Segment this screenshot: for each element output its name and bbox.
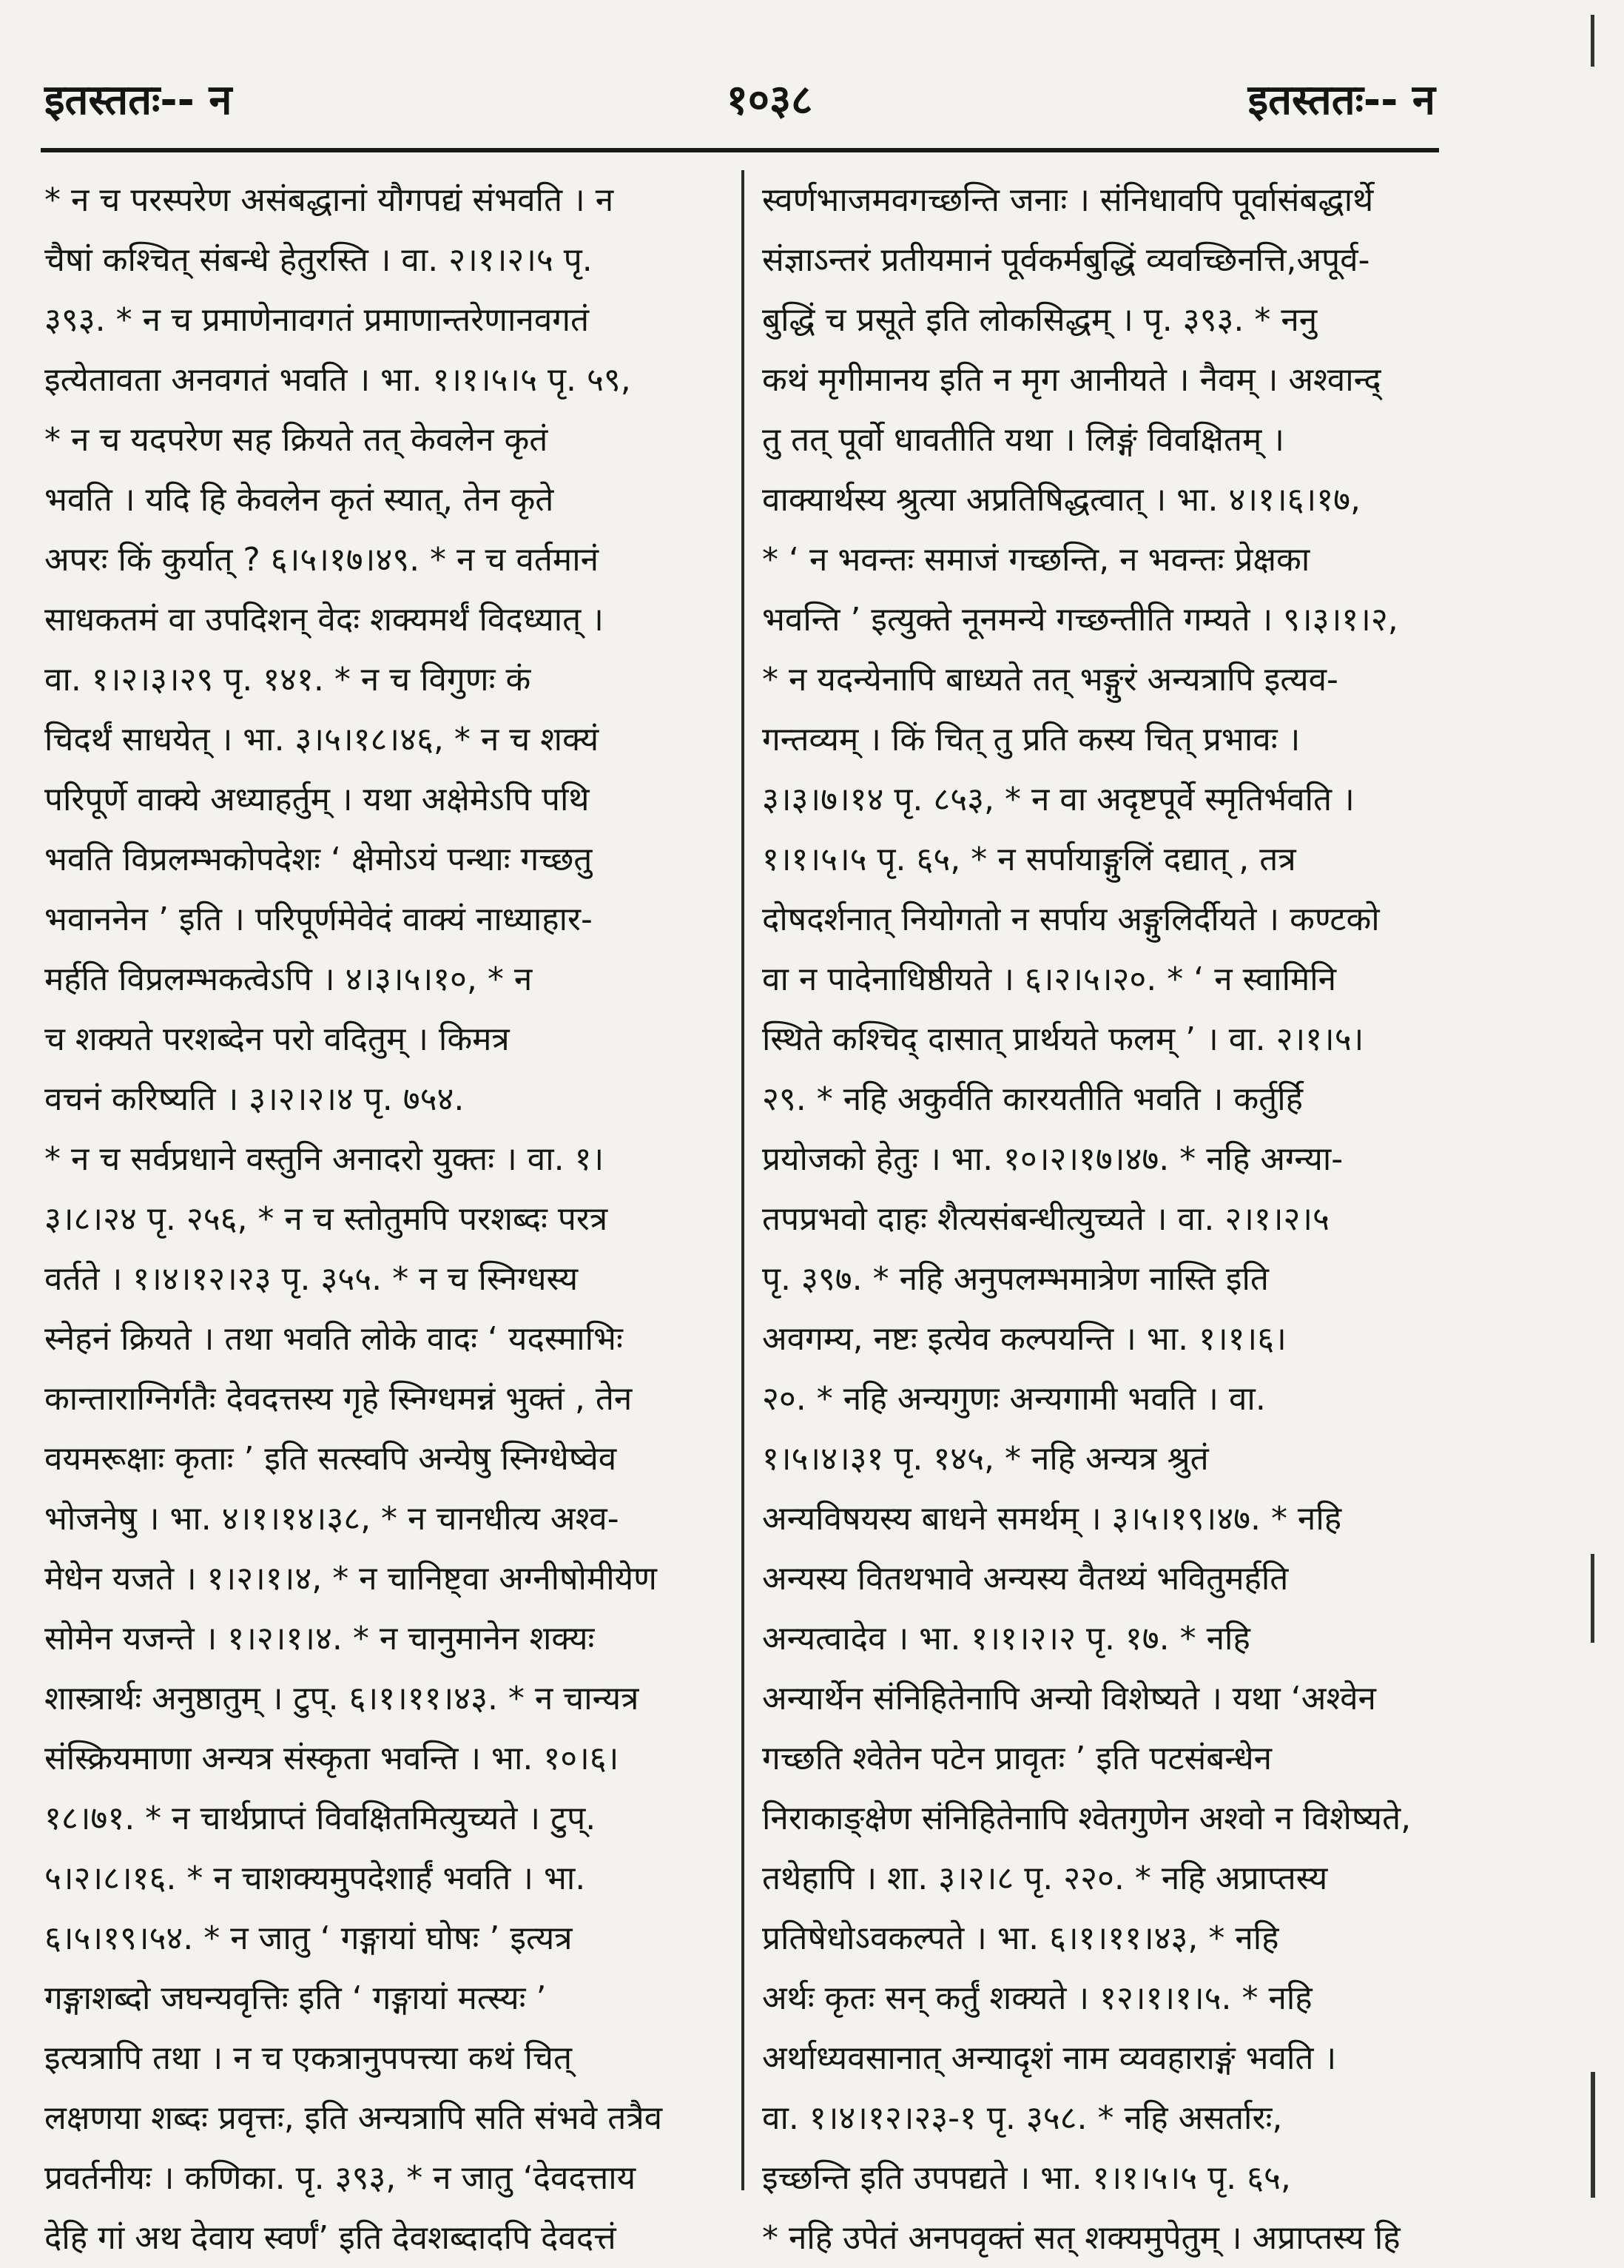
text-line: शास्त्रार्थः अनुष्ठातुम् । टुप्. ६।१।११।४३. * न चान्यत्र xyxy=(44,1680,639,1717)
text-line: कान्ताराग्निर्गतैः देवदत्तस्य गृहे स्निग्धमन्नं भुक्तं , तेन xyxy=(44,1380,633,1418)
text-line: गच्छति श्वेतेन पटेन प्रावृतः ’ इति पटसंबन्धेन xyxy=(762,1740,1273,1777)
text-line: अन्यत्वादेव । भा. १।१।२।२ पृ. १७. * नहि xyxy=(762,1620,1250,1658)
text-line: ३।८।२४ पृ. २५६, * न च स्तोतुमपि परशब्दः परत्र xyxy=(44,1200,608,1238)
right-column xyxy=(762,170,1443,2268)
text-line: निराकाङ्क्षेण संनिहितेनापि श्वेतगुणेन अश्वो न विशेष्यते, xyxy=(762,1800,1412,1837)
text-line: इच्छन्ति इति उपपद्यते । भा. १।१।५।५ पृ. ६५, xyxy=(762,2159,1291,2197)
text-line: मेधेन यजते । १।२।१।४, * न चानिष्ट्वा अग्नीषोमीयेण xyxy=(44,1560,657,1598)
text-line: संज्ञाऽन्तरं प्रतीयमानं पूर्वकर्मबुद्धिं व्यवच्छिनत्ति,अपूर्व- xyxy=(762,241,1370,279)
text-line: तथेहापि । शा. ३।२।८ पृ. २२०. * नहि अप्राप्तस्य xyxy=(762,1860,1328,1897)
text-line: वयमरूक्षाः कृताः ’ इति सत्स्वपि अन्येषु स्निग्धेष्वेव xyxy=(44,1440,617,1478)
text-line: साधकतमं वा उपदिशन् वेदः शक्यमर्थं विदध्यात् । xyxy=(44,601,604,639)
text-line: वा न पादेनाधिष्ठीयते । ६।२।५।२०. * ‘ न स्वामिनि xyxy=(762,960,1337,998)
text-line: भोजनेषु । भा. ४।१।१४।३८, * न चानधीत्य अश्व- xyxy=(44,1500,619,1538)
text-line: ३९३. * न च प्रमाणेनावगतं प्रमाणान्तरेणानवगतं xyxy=(44,301,590,339)
text-line: भवति । यदि हि केवलेन कृतं स्यात्, तेन कृते xyxy=(44,481,554,519)
text-line: स्वर्णभाजमवगच्छन्ति जनाः । संनिधावपि पूर्वासंबद्धार्थे xyxy=(762,181,1374,219)
scan-edge-mark xyxy=(1591,1554,1594,1643)
text-line: इत्यत्रापि तथा । न च एकत्रानुपपत्त्या कथं चित् xyxy=(44,2039,573,2077)
running-header-left: इतस्ततः-- न xyxy=(44,76,232,124)
running-header-right: इतस्ततः-- न xyxy=(1247,76,1435,124)
text-line: चिदर्थं साधयेत् । भा. ३।५।१८।४६, * न च शक्यं xyxy=(44,721,599,758)
text-line: प्रतिषेधोऽवकल्पते । भा. ६।१।११।४३, * नहि xyxy=(762,1919,1279,1957)
text-line: इत्येतावता अनवगतं भवति । भा. १।१।५।५ पृ. ५९, xyxy=(44,361,631,399)
text-line: सोमेन यजन्ते । १।२।१।४. * न चानुमानेन शक्यः xyxy=(44,1620,595,1658)
text-line: * ‘ न भवन्तः समाजं गच्छन्ति, न भवन्तः प्रेक्षका xyxy=(762,541,1310,579)
text-line: च शक्यते परशब्देन परो वदितुम् । किमत्र xyxy=(44,1020,510,1058)
page-number: १०३८ xyxy=(726,76,813,124)
scan-edge-mark xyxy=(1591,2072,1595,2198)
text-line: अपरः किं कुर्यात् ? ६।५।१७।४९. * न च वर्तमानं xyxy=(44,541,599,579)
text-line: ६।५।१९।५४. * न जातु ‘ गङ्गायां घोषः ’ इत्यत्र xyxy=(44,1919,573,1957)
text-line: * न च परस्परेण असंबद्धानां यौगपद्यं संभवति । न xyxy=(44,181,614,219)
text-line: दोषदर्शनात् नियोगतो न सर्पाय अङ्गुलिर्दीयते । कण्टको xyxy=(762,901,1380,938)
text-line: स्थिते कश्चिद् दासात् प्रार्थयते फलम् ’ । वा. २।१।५। xyxy=(762,1020,1364,1058)
text-line: बुद्धिं च प्रसूते इति लोकसिद्धम् । पृ. ३९३. * ननु xyxy=(762,301,1318,339)
text-line: चैषां कश्चित् संबन्धे हेतुरस्ति । वा. २।१।२।५ पृ. xyxy=(44,241,593,279)
text-line: १८।७१. * न चार्थप्राप्तं विवक्षितमित्युच्यते । टुप्. xyxy=(44,1800,596,1837)
text-line: गङ्गाशब्दो जघन्यवृत्तिः इति ‘ गङ्गायां मत्स्यः ’ xyxy=(44,1979,547,2017)
text-line: वर्तते । १।४।१२।२३ पृ. ३५५. * न च स्निग्धस्य xyxy=(44,1260,579,1298)
text-line: देहि गां अथ देवाय स्वर्णं’ इति देवशब्दादपि देवदत्तं xyxy=(44,2219,616,2257)
text-line: भवाननेन ’ इति । परिपूर्णमेवेदं वाक्यं नाध्याहार- xyxy=(44,901,593,938)
text-line: पृ. ३९७. * नहि अनुपलम्भमात्रेण नास्ति इति xyxy=(762,1260,1269,1298)
text-line: * न च सर्वप्रधाने वस्तुनि अनादरो युक्तः । वा. १। xyxy=(44,1140,604,1178)
scan-edge-mark xyxy=(1591,15,1594,67)
text-line: परिपूर्णे वाक्ये अध्याहर्तुम् । यथा अक्षेमेऽपि पथि xyxy=(44,781,590,818)
text-line: लक्षणया शब्दः प्रवृत्तः, इति अन्यत्रापि सति संभवे तत्रैव xyxy=(44,2099,663,2137)
text-line: १।५।४।३१ पृ. १४५, * नहि अन्यत्र श्रुतं xyxy=(762,1440,1209,1478)
text-line: वाक्यार्थस्य श्रुत्या अप्रतिषिद्धत्वात् । भा. ४।१।६।१७, xyxy=(762,481,1361,519)
header-rule xyxy=(41,148,1439,152)
text-line: भवन्ति ’ इत्युक्ते नूनमन्ये गच्छन्तीति गम्यते । ९।३।१।२, xyxy=(762,601,1398,639)
text-line: वा. १।४।१२।२३-१ पृ. ३५८. * नहि असर्तारः, xyxy=(762,2099,1283,2137)
text-line: तु तत् पूर्वो धावतीति यथा । लिङ्गं विवक्षितम् । xyxy=(762,421,1284,459)
text-line: तपप्रभवो दाहः शैत्यसंबन्धीत्युच्यते । वा. २।१।२।५ xyxy=(762,1200,1330,1238)
text-line: २९. * नहि अकुर्वति कारयतीति भवति । कर्तुर्हि xyxy=(762,1080,1304,1118)
text-line: अन्यार्थेन संनिहितेनापि अन्यो विशेष्यते । यथा ‘अश्वेन xyxy=(762,1680,1376,1717)
text-line: गन्तव्यम् । किं चित् तु प्रति कस्य चित् प्रभावः । xyxy=(762,721,1301,758)
text-line: संस्क्रियमाणा अन्यत्र संस्कृता भवन्ति । भा. १०।६। xyxy=(44,1740,619,1777)
text-line: * न यदन्येनापि बाध्यते तत् भङ्गुरं अन्यत्रापि इत्यव- xyxy=(762,661,1338,699)
text-line: ३।३।७।१४ पृ. ८५३, * न वा अदृष्टपूर्वे स्मृतिर्भवति । xyxy=(762,781,1355,818)
column-divider xyxy=(741,170,744,2190)
text-line: प्रवर्तनीयः । कणिका. पृ. ३९३, * न जातु ‘देवदत्ताय xyxy=(44,2159,636,2197)
text-line: मर्हति विप्रलम्भकत्वेऽपि । ४।३।५।१०, * न xyxy=(44,960,533,998)
text-line: भवति विप्रलम्भकोपदेशः ‘ क्षेमोऽयं पन्थाः गच्छतु xyxy=(44,841,593,878)
text-line: अर्थाध्यवसानात् अन्यादृशं नाम व्यवहाराङ्गं भवति । xyxy=(762,2039,1337,2077)
text-line: ५।२।८।१६. * न चाशक्यमुपदेशार्हं भवति । भा. xyxy=(44,1860,586,1897)
text-line: २०. * नहि अन्यगुणः अन्यगामी भवति । वा. xyxy=(762,1380,1266,1418)
text-line: * नहि उपेतं अनपवृक्तं सत् शक्यमुपेतुम् । अप्राप्तस्य हि xyxy=(762,2219,1401,2257)
left-column xyxy=(44,170,725,2268)
text-line: अन्यविषयस्य बाधने समर्थम् । ३।५।१९।४७. * नहि xyxy=(762,1500,1342,1538)
text-line: अवगम्य, नष्टः इत्येव कल्पयन्ति । भा. १।१।६। xyxy=(762,1320,1287,1358)
text-line: प्रयोजको हेतुः । भा. १०।२।१७।४७. * नहि अग्न्या- xyxy=(762,1140,1344,1178)
text-line: स्नेहनं क्रियते । तथा भवति लोके वादः ‘ यदस्माभिः xyxy=(44,1320,623,1358)
text-line: वा. १।२।३।२९ पृ. १४१. * न च विगुणः कं xyxy=(44,661,531,699)
text-line: * न च यदपरेण सह क्रियते तत् केवलेन कृतं xyxy=(44,421,548,459)
text-line: १।१।५।५ पृ. ६५, * न सर्पायाङ्गुलिं दद्यात् , तत्र xyxy=(762,841,1296,878)
text-line: कथं मृगीमानय इति न मृग आनीयते । नैवम् । अश्वान्द् xyxy=(762,361,1381,399)
text-line: अन्यस्य वितथभावे अन्यस्य वैतथ्यं भवितुमर्हति xyxy=(762,1560,1289,1598)
text-line: वचनं करिष्यति । ३।२।२।४ पृ. ७५४. xyxy=(44,1080,465,1118)
text-line: अर्थः कृतः सन् कर्तुं शक्यते । १२।१।१।५. * नहि xyxy=(762,1979,1313,2017)
